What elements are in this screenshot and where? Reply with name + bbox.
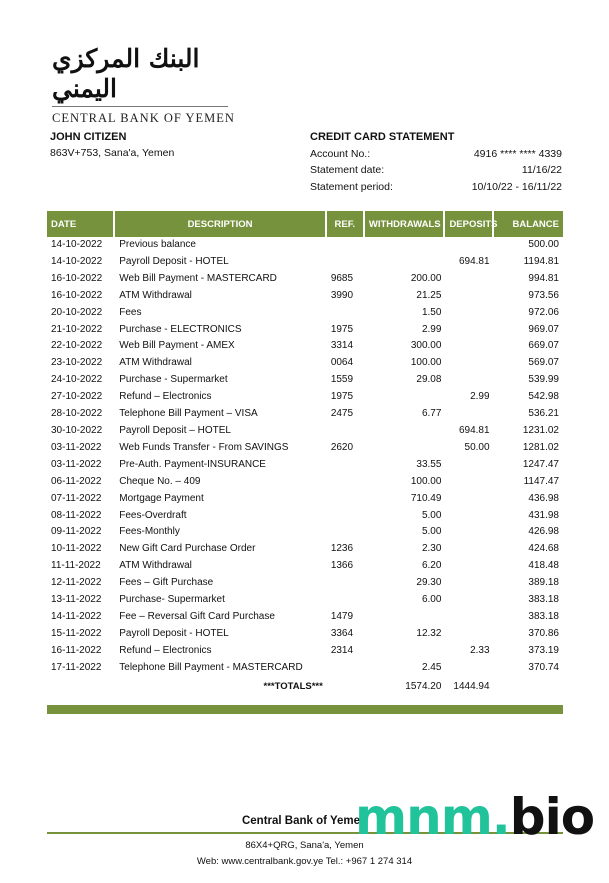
watermark-part-2: bio — [509, 788, 595, 846]
table-row — [47, 423, 563, 440]
statement-period-label: Statement period: — [310, 180, 393, 193]
row-ref: 1975 — [330, 391, 354, 403]
row-deposit — [445, 355, 493, 372]
row-ref: 2620 — [330, 441, 354, 453]
account-label: Account No.: — [310, 147, 371, 160]
row-description: ATM Withdrawal — [119, 560, 192, 572]
row-date: 16-11-2022 — [51, 644, 102, 656]
row-withdrawal — [365, 609, 446, 626]
row-withdrawal — [365, 423, 446, 440]
footer-contact: Web: www.centralbank.gov.ye Tel.: +967 1 274 314 — [196, 856, 413, 867]
row-deposit: 2.99 — [470, 391, 490, 403]
row-date: 21-10-2022 — [51, 323, 103, 335]
total-withdrawals: 1574.20 — [405, 680, 442, 692]
row-deposit — [445, 237, 493, 254]
statement-date-value: 11/16/22 — [521, 164, 562, 176]
header-ref: REF. — [327, 211, 365, 237]
row-deposit — [445, 322, 493, 339]
row-withdrawal: 5.00 — [421, 526, 442, 538]
row-date: 23-10-2022 — [51, 357, 103, 369]
header-description: DESCRIPTION — [115, 211, 327, 237]
transactions-body — [47, 237, 563, 677]
row-balance: 972.06 — [528, 306, 559, 318]
row-balance: 536.21 — [528, 408, 559, 420]
customer-address: 863V+753, Sana'a, Yemen — [50, 147, 175, 159]
row-withdrawal: 29.08 — [416, 374, 442, 386]
row-deposit — [445, 660, 493, 677]
bank-logo — [52, 44, 235, 126]
row-ref — [327, 575, 365, 592]
row-date: 22-10-2022 — [51, 340, 103, 352]
row-ref — [327, 660, 365, 677]
row-withdrawal: 2.45 — [421, 661, 442, 673]
row-description: Payroll Deposit - HOTEL — [119, 255, 229, 267]
row-balance: 370.74 — [528, 661, 559, 673]
row-balance: 1194.81 — [523, 255, 559, 267]
table-row — [47, 271, 563, 288]
customer-name: JOHN CITIZEN — [50, 131, 127, 143]
table-row — [47, 541, 563, 558]
account-value: 4916 **** **** 4339 — [473, 147, 562, 160]
row-ref — [327, 508, 365, 525]
row-date: 15-11-2022 — [51, 627, 102, 639]
table-row — [47, 592, 563, 609]
row-balance: 436.98 — [528, 492, 559, 504]
footer-address: 86X4+QRG, Sana'a, Yemen — [245, 840, 364, 851]
row-description: Refund – Electronics — [119, 644, 212, 656]
table-row — [47, 288, 563, 305]
row-balance: 431.98 — [528, 509, 559, 521]
statement-title: CREDIT CARD STATEMENT — [310, 131, 455, 143]
table-row — [47, 355, 563, 372]
totals-row — [47, 677, 563, 696]
row-balance: 1281.02 — [522, 441, 559, 453]
row-description: Fees – Gift Purchase — [119, 577, 214, 589]
statement-info — [310, 129, 562, 195]
row-deposit — [445, 406, 493, 423]
row-description: Cheque No. – 409 — [119, 475, 201, 487]
row-withdrawal: 300.00 — [410, 340, 442, 352]
row-date: 14-10-2022 — [51, 239, 103, 250]
row-date: 13-11-2022 — [51, 594, 102, 606]
row-deposit — [445, 541, 493, 558]
row-deposit — [445, 558, 493, 575]
row-withdrawal: 710.49 — [410, 492, 442, 504]
row-description: Web Bill Payment - MASTERCARD — [119, 272, 277, 284]
row-date: 24-10-2022 — [51, 374, 103, 386]
table-row — [47, 338, 563, 355]
row-ref: 3314 — [330, 340, 354, 352]
row-ref — [327, 423, 365, 440]
row-withdrawal: 6.00 — [421, 594, 442, 606]
row-balance: 1247.47 — [522, 458, 559, 470]
statement-date-row — [310, 162, 562, 179]
row-description: Telephone Bill Payment - MASTERCARD — [119, 661, 303, 673]
row-date: 20-10-2022 — [51, 306, 103, 318]
header-balance: BALANCE — [494, 211, 563, 237]
row-ref — [327, 524, 365, 541]
table-row — [47, 305, 563, 322]
statement-date-label: Statement date: — [310, 164, 385, 176]
row-balance: 1231.02 — [522, 424, 559, 436]
row-ref: 3990 — [330, 289, 354, 301]
row-balance: 542.98 — [528, 391, 559, 403]
row-withdrawal: 1.50 — [421, 306, 442, 318]
row-ref: 1366 — [330, 560, 354, 572]
row-ref — [327, 491, 365, 508]
row-description: Telephone Bill Payment – VISA — [119, 408, 258, 420]
row-balance: 539.99 — [528, 374, 559, 386]
row-deposit — [445, 372, 493, 389]
row-withdrawal: 2.30 — [421, 543, 442, 555]
row-deposit — [445, 609, 493, 626]
row-ref: 1559 — [330, 374, 354, 386]
table-row — [47, 558, 563, 575]
row-withdrawal: 5.00 — [421, 509, 442, 521]
row-deposit — [445, 474, 493, 491]
row-deposit — [445, 575, 493, 592]
table-row — [47, 660, 563, 677]
row-description: Web Bill Payment - AMEX — [119, 340, 235, 352]
row-balance: 424.68 — [528, 543, 559, 555]
row-withdrawal: 200.00 — [410, 272, 442, 284]
row-description: Fees-Monthly — [119, 526, 180, 538]
table-row — [47, 508, 563, 525]
row-deposit — [445, 305, 493, 322]
row-ref: 9685 — [330, 272, 354, 284]
row-date: 30-10-2022 — [51, 424, 103, 436]
total-deposits: 1444.94 — [453, 680, 490, 692]
row-date: 16-10-2022 — [51, 289, 103, 301]
row-date: 07-11-2022 — [51, 492, 102, 504]
row-date: 08-11-2022 — [51, 509, 102, 521]
table-row — [47, 609, 563, 626]
row-balance: 383.18 — [528, 594, 559, 606]
row-description: Purchase- Supermarket — [119, 594, 225, 606]
row-description: Refund – Electronics — [119, 391, 212, 403]
watermark — [355, 788, 594, 846]
header-date: DATE — [47, 211, 115, 237]
row-date: 12-11-2022 — [51, 577, 102, 589]
row-withdrawal: 33.55 — [416, 458, 442, 470]
row-balance: 994.81 — [528, 272, 559, 284]
row-date: 09-11-2022 — [51, 526, 102, 538]
row-date: 11-11-2022 — [51, 560, 101, 572]
table-row — [47, 254, 563, 271]
row-balance: 500.00 — [528, 239, 559, 250]
bank-name-arabic: البنك المركزي اليمني — [52, 44, 200, 103]
customer-block — [50, 129, 174, 161]
row-withdrawal: 100.00 — [410, 475, 442, 487]
row-date: 03-11-2022 — [51, 441, 102, 453]
row-date: 27-10-2022 — [51, 391, 103, 403]
row-withdrawal — [365, 440, 446, 457]
totals-balance-spacer — [494, 677, 563, 696]
row-date: 28-10-2022 — [51, 408, 103, 420]
row-deposit: 2.33 — [470, 644, 490, 656]
row-deposit — [445, 491, 493, 508]
row-ref — [327, 237, 365, 254]
table-row — [47, 626, 563, 643]
row-withdrawal: 29.30 — [416, 577, 442, 589]
table-row — [47, 474, 563, 491]
row-description: Previous balance — [119, 239, 196, 250]
row-description: Fees — [119, 306, 142, 318]
totals-label: ***TOTALS*** — [263, 680, 323, 692]
row-deposit — [445, 524, 493, 541]
table-header-row — [47, 211, 563, 237]
header-withdrawals: WITHDRAWALS — [365, 211, 446, 237]
row-deposit — [445, 288, 493, 305]
table-row — [47, 575, 563, 592]
row-ref: 1479 — [330, 610, 354, 622]
row-date: 06-11-2022 — [51, 475, 102, 487]
row-date: 03-11-2022 — [51, 458, 102, 470]
table-bottom-bar — [47, 705, 563, 714]
row-description: Fees-Overdraft — [119, 509, 187, 521]
row-balance: 426.98 — [528, 526, 559, 538]
row-description: Mortgage Payment — [119, 492, 204, 504]
row-deposit — [445, 338, 493, 355]
totals-ref-spacer — [327, 677, 365, 696]
statement-period-row — [310, 179, 562, 196]
row-deposit — [445, 271, 493, 288]
row-description: ATM Withdrawal — [119, 289, 192, 301]
row-ref — [327, 592, 365, 609]
row-deposit — [445, 626, 493, 643]
transactions-table — [47, 211, 563, 695]
watermark-part-1: mnm. — [355, 788, 510, 846]
table-row — [47, 389, 563, 406]
row-withdrawal — [365, 643, 446, 660]
row-ref — [327, 254, 365, 271]
bank-name-english: CENTRAL BANK OF YEMEN — [52, 111, 235, 125]
row-description: Pre-Auth. Payment-INSURANCE — [119, 458, 266, 470]
footer-bank-name: Central Bank of Yemen — [241, 815, 368, 827]
row-description: Purchase - ELECTRONICS — [119, 323, 242, 335]
table-row — [47, 643, 563, 660]
row-date: 14-11-2022 — [51, 610, 102, 622]
row-withdrawal: 2.99 — [421, 323, 442, 335]
row-deposit — [445, 457, 493, 474]
row-description: ATM Withdrawal — [119, 357, 192, 369]
table-row — [47, 440, 563, 457]
row-balance: 389.18 — [528, 577, 559, 589]
table-row — [47, 491, 563, 508]
row-description: New Gift Card Purchase Order — [119, 543, 256, 555]
row-date: 10-11-2022 — [51, 543, 102, 555]
row-balance: 383.18 — [528, 610, 559, 622]
row-ref — [327, 474, 365, 491]
row-ref: 2475 — [330, 408, 354, 420]
row-balance: 418.48 — [528, 560, 559, 572]
table-row — [47, 372, 563, 389]
row-withdrawal — [365, 254, 446, 271]
account-row — [310, 146, 562, 163]
row-ref: 1975 — [330, 323, 354, 335]
row-ref: 1236 — [330, 543, 354, 555]
row-deposit — [445, 592, 493, 609]
row-description: Fee – Reversal Gift Card Purchase — [119, 610, 275, 622]
row-date: 17-11-2022 — [51, 661, 102, 673]
row-withdrawal: 100.00 — [410, 357, 442, 369]
table-row — [47, 322, 563, 339]
row-ref: 3364 — [330, 627, 354, 639]
row-ref — [327, 305, 365, 322]
row-date: 14-10-2022 — [51, 255, 103, 267]
row-balance: 973.56 — [528, 289, 559, 301]
statement-period-value: 10/10/22 - 16/11/22 — [471, 180, 562, 193]
row-withdrawal — [365, 389, 446, 406]
row-description: Payroll Deposit - HOTEL — [119, 627, 229, 639]
row-description: Web Funds Transfer - From SAVINGS — [119, 441, 289, 453]
row-withdrawal: 12.32 — [416, 627, 442, 639]
totals-spacer — [47, 677, 115, 696]
table-row — [47, 457, 563, 474]
logo-divider — [52, 106, 228, 107]
row-balance: 373.19 — [528, 644, 559, 656]
table-row — [47, 237, 563, 254]
row-balance: 569.07 — [528, 357, 559, 369]
row-deposit: 694.81 — [458, 255, 490, 267]
row-balance: 1147.47 — [523, 475, 559, 487]
row-withdrawal: 6.20 — [421, 560, 442, 572]
row-balance: 669.07 — [528, 340, 559, 352]
row-balance: 969.07 — [528, 323, 559, 335]
row-deposit — [445, 508, 493, 525]
row-ref — [327, 457, 365, 474]
header-deposits: DEPOSITS — [445, 211, 493, 237]
row-description: Payroll Deposit – HOTEL — [119, 424, 231, 436]
table-row — [47, 524, 563, 541]
row-description: Purchase - Supermarket — [119, 374, 228, 386]
row-withdrawal: 21.25 — [416, 289, 442, 301]
row-balance: 370.86 — [528, 627, 559, 639]
row-ref: 2314 — [330, 644, 354, 656]
row-withdrawal — [365, 237, 446, 254]
table-row — [47, 406, 563, 423]
row-withdrawal: 6.77 — [421, 408, 442, 420]
row-deposit: 50.00 — [464, 441, 490, 453]
row-ref: 0064 — [330, 357, 354, 369]
row-deposit: 694.81 — [458, 424, 490, 436]
row-date: 16-10-2022 — [51, 272, 103, 284]
